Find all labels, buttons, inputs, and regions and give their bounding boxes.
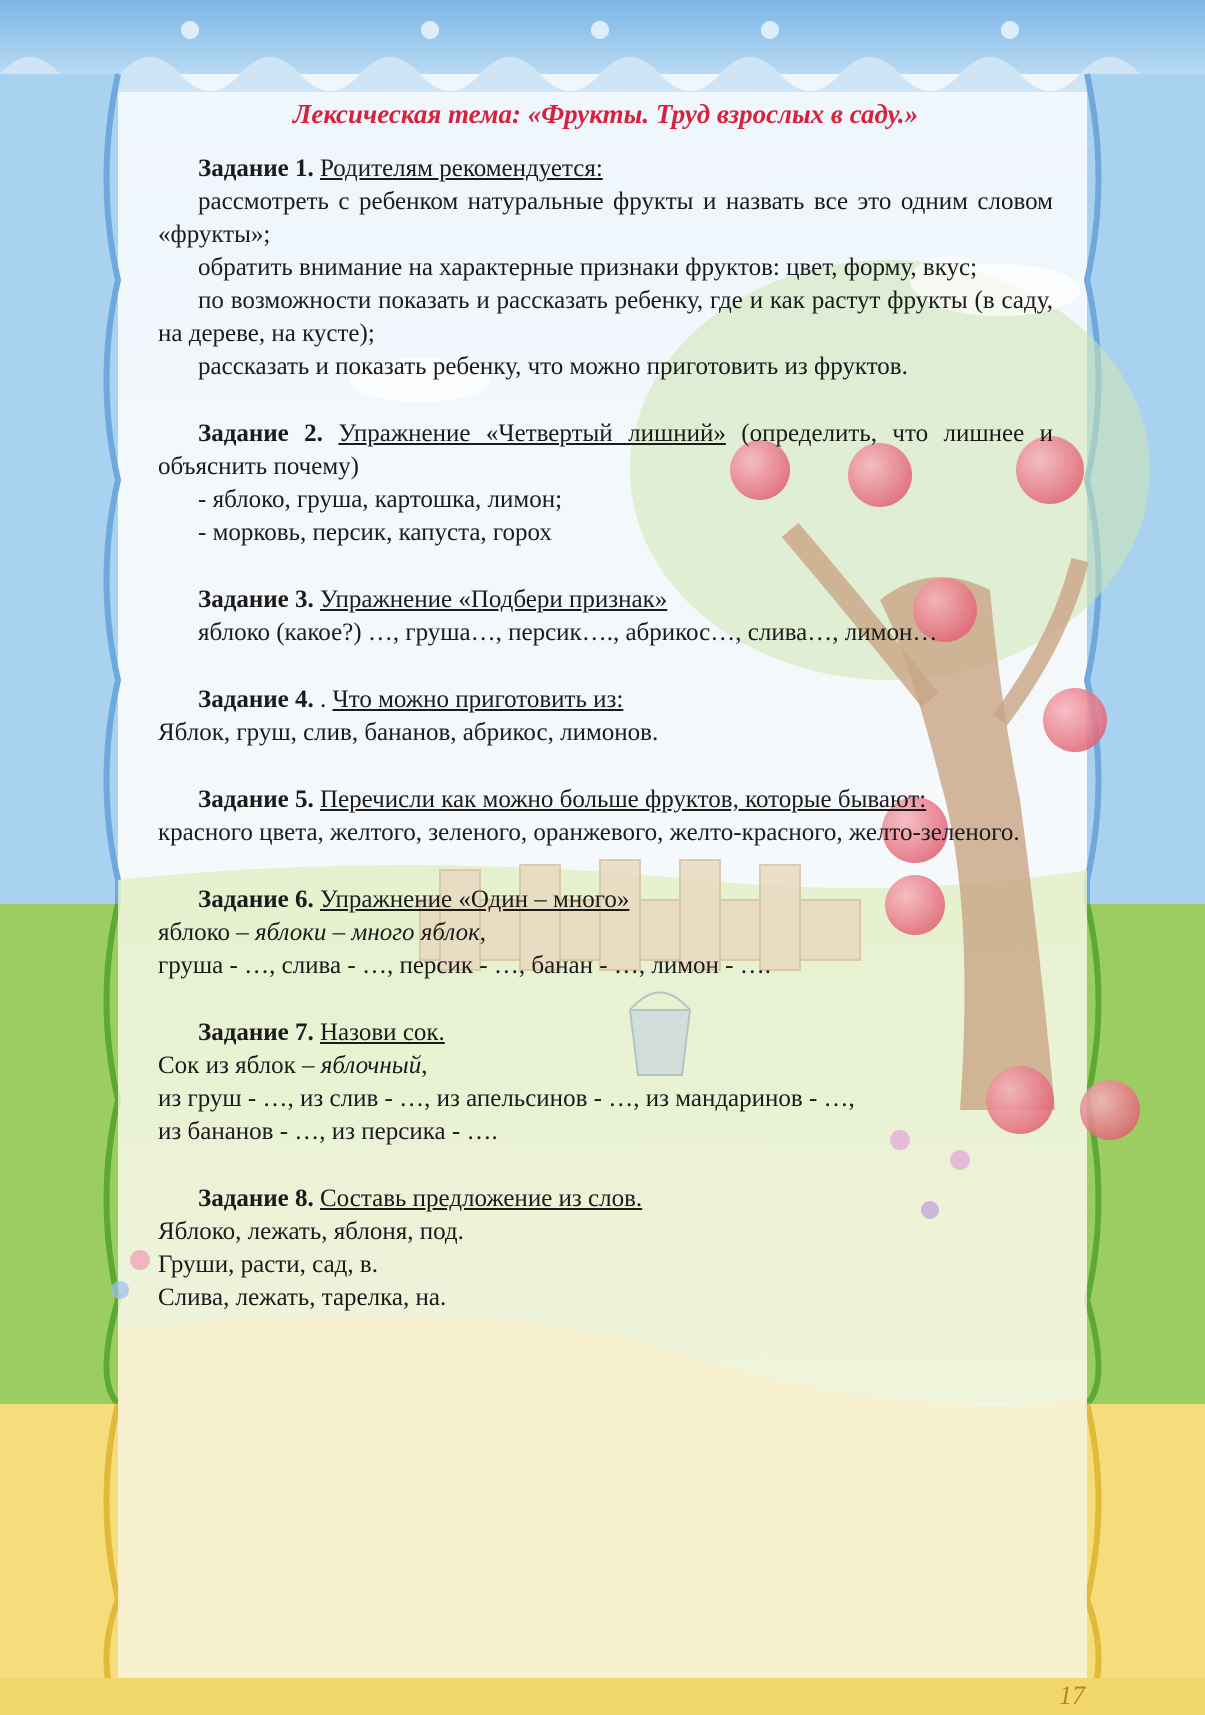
example-italic: яблочный bbox=[320, 1052, 422, 1079]
task-6 bbox=[158, 883, 1053, 982]
example-end: , bbox=[479, 919, 487, 946]
task-label: Задание 7. bbox=[198, 1019, 314, 1046]
task-1-item: рассказать и показать ребенку, что можно приготовить из фруктов. bbox=[198, 353, 908, 380]
task-dot: . bbox=[313, 686, 333, 713]
task-8-line: Слива, лежать, тарелка, на. bbox=[158, 1284, 447, 1311]
task-6-example bbox=[158, 916, 1053, 949]
task-2 bbox=[158, 417, 1053, 549]
task-7-line: из бананов - …, из персика - …. bbox=[158, 1118, 498, 1145]
task-label: Задание 4. bbox=[198, 686, 314, 713]
task-label: Задание 2. bbox=[198, 420, 323, 447]
task-5 bbox=[158, 783, 1053, 849]
task-3 bbox=[158, 583, 1053, 649]
task-5-text: красного цвета, желтого, зеленого, оранжевого, желто-красного, желто-зеленого. bbox=[158, 819, 1020, 846]
task-7 bbox=[158, 1016, 1053, 1148]
example-plain: яблоко – bbox=[158, 919, 255, 946]
task-7-example bbox=[158, 1049, 1053, 1082]
task-note: (определить, что лишнее и объяснить почему) bbox=[158, 420, 1054, 480]
task-heading: Упражнение «Подбери признак» bbox=[320, 586, 668, 613]
task-4 bbox=[158, 683, 1053, 749]
task-6-heading bbox=[158, 883, 1053, 916]
document-body bbox=[158, 96, 1053, 1348]
task-2-line: - яблоко, груша, картошка, лимон; bbox=[198, 486, 563, 513]
task-label: Задание 3. bbox=[198, 586, 314, 613]
task-1-heading bbox=[158, 152, 1053, 185]
task-7-heading bbox=[158, 1016, 1053, 1049]
task-1-item: по возможности показать и рассказать ребенку, где и как растут фрукты (в саду, на дереве, на кусте); bbox=[158, 287, 1053, 347]
task-3-heading bbox=[158, 583, 1053, 616]
task-8-line: Груши, расти, сад, в. bbox=[158, 1251, 378, 1278]
task-heading: Составь предложение из слов. bbox=[320, 1185, 643, 1212]
task-2-line: - морковь, персик, капуста, горох bbox=[198, 519, 552, 546]
task-heading: Упражнение «Четвертый лишний» bbox=[338, 420, 726, 447]
page-number: 17 bbox=[1059, 1681, 1085, 1710]
task-label: Задание 6. bbox=[198, 886, 314, 913]
page-title: Лексическая тема: «Фрукты. Труд взрослых в саду.» bbox=[292, 99, 919, 129]
task-label: Задание 5. bbox=[198, 786, 314, 813]
task-7-line: из груш - …, из слив - …, из апельсинов - …, из мандаринов - …, bbox=[158, 1085, 855, 1112]
task-heading: Что можно приготовить из: bbox=[332, 686, 624, 713]
task-heading: Перечисли как можно больше фруктов, которые бывают: bbox=[320, 786, 927, 813]
task-label: Задание 1. bbox=[198, 155, 314, 182]
task-4-text: Яблок, груш, слив, бананов, абрикос, лимонов. bbox=[158, 719, 659, 746]
task-8-heading bbox=[158, 1182, 1053, 1215]
task-1 bbox=[158, 152, 1053, 383]
task-heading: Упражнение «Один – много» bbox=[320, 886, 630, 913]
example-end: , bbox=[421, 1052, 428, 1079]
task-2-heading bbox=[158, 417, 1053, 483]
task-1-item: рассмотреть с ребенком натуральные фрукты и назвать все это одним словом «фрукты»; bbox=[158, 188, 1053, 248]
task-4-heading bbox=[158, 683, 1053, 716]
task-3-text: яблоко (какое?) …, груша…, персик…., абрикос…, слива…, лимон… bbox=[198, 619, 938, 646]
example-plain: Сок из яблок – bbox=[158, 1052, 321, 1079]
task-label: Задание 8. bbox=[198, 1185, 314, 1212]
task-8-line: Яблоко, лежать, яблоня, под. bbox=[158, 1218, 464, 1245]
example-italic: яблоки – много яблок bbox=[254, 919, 480, 946]
task-heading: Родителям рекомендуется: bbox=[320, 155, 603, 182]
task-8 bbox=[158, 1182, 1053, 1314]
task-1-item: обратить внимание на характерные признаки фруктов: цвет, форму, вкус; bbox=[198, 254, 978, 281]
task-heading: Назови сок. bbox=[320, 1019, 445, 1046]
task-6-line: груша - …, слива - …, персик - …, банан - …, лимон - …. bbox=[158, 952, 771, 979]
task-5-heading bbox=[158, 783, 1053, 816]
